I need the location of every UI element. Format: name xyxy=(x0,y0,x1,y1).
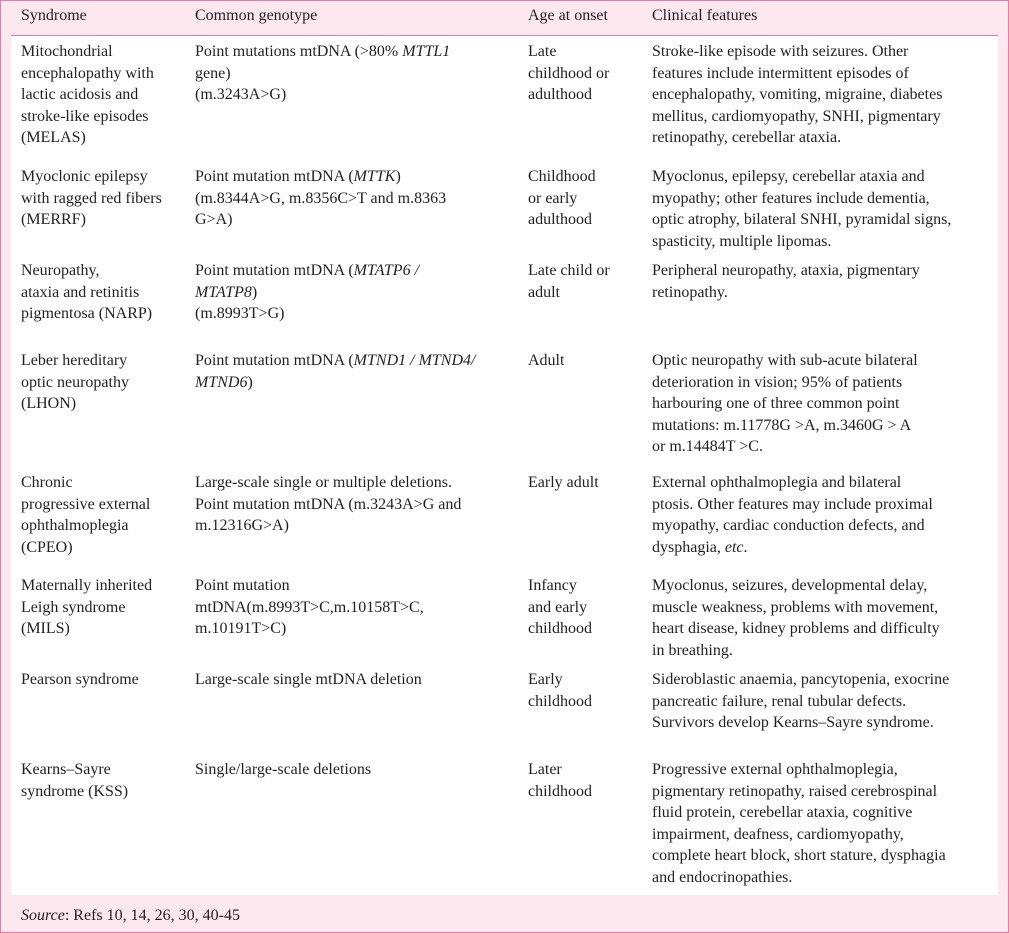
header-genotype: Common genotype xyxy=(195,7,318,24)
row-merrf-genotype: Point mutation mtDNA (MTTK) (m.8344A>G, m.8356C>T and m.8363 G>A) xyxy=(195,168,447,229)
row-lhon-genotype: Point mutation mtDNA (MTND1 / MTND4/ MTND6) xyxy=(195,352,476,391)
row-pearson-features: Sideroblastic anaemia, pancytopenia, exocrine pancreatic failure, renal tubular defects. Survivors develop Kearns–Sayre syndrome. xyxy=(652,671,950,732)
row-cpeo-onset: Early adult xyxy=(528,474,599,491)
header-syndrome: Syndrome xyxy=(21,7,87,24)
row-kss-genotype: Single/large-scale deletions xyxy=(195,761,372,778)
header-features: Clinical features xyxy=(652,7,758,24)
row-melas-features: Stroke-like episode with seizures. Other features include intermittent episodes of encephalopathy, vomiting, migraine, diabetes mellitus, cardiomyopathy, SNHI, pigmentary retinopathy, cerebellar ataxia. xyxy=(652,43,943,147)
row-narp-features: Peripheral neuropathy, ataxia, pigmentary retinopathy. xyxy=(652,262,920,301)
row-mils-genotype: Point mutation mtDNA(m.8993T>C,m.10158T>C, m.10191T>C) xyxy=(195,577,424,638)
row-cpeo-syndrome: Chronic progressive external ophthalmoplegia (CPEO) xyxy=(21,474,151,556)
row-merrf-features: Myoclonus, epilepsy, cerebellar ataxia and myopathy; other features include dementia, optic atrophy, bilateral SNHI, pyramidal signs, spasticity, multiple lipomas. xyxy=(652,168,952,250)
row-kss-syndrome: Kearns–Sayre syndrome (KSS) xyxy=(21,761,129,800)
row-lhon-onset: Adult xyxy=(528,352,565,369)
row-melas-onset: Late childhood or adulthood xyxy=(528,43,610,104)
row-cpeo-features: External ophthalmoplegia and bilateral ptosis. Other features may include proximal myopathy, cardiac conduction defects, and dysphagia, etc. xyxy=(652,474,933,556)
row-melas-genotype: Point mutations mtDNA (>80% MTTL1 gene) (m.3243A>G) xyxy=(195,43,451,104)
row-pearson-syndrome: Pearson syndrome xyxy=(21,671,139,688)
row-mils-syndrome: Maternally inherited Leigh syndrome (MILS) xyxy=(21,577,153,638)
source-label: Source xyxy=(21,907,65,924)
table-source-note xyxy=(21,906,240,926)
row-mils-onset: Infancy and early childhood xyxy=(528,577,592,638)
row-lhon-syndrome: Leber hereditary optic neuropathy (LHON) xyxy=(21,352,129,413)
row-narp-onset: Late child or adult xyxy=(528,262,610,301)
row-pearson-onset: Early childhood xyxy=(528,671,592,710)
row-merrf-onset: Childhood or early adulthood xyxy=(528,168,596,229)
row-mils-features: Myoclonus, seizures, developmental delay, muscle weakness, problems with movement, heart disease, kidney problems and difficulty in breathing. xyxy=(652,577,940,659)
row-cpeo-genotype: Large-scale single or multiple deletions. Point mutation mtDNA (m.3243A>G and m.12316G>A) xyxy=(195,474,462,535)
source-refs: : Refs 10, 14, 26, 30, 40-45 xyxy=(64,907,240,924)
row-melas-syndrome: Mitochondrial encephalopathy with lactic acidosis and stroke-like episodes (MELAS) xyxy=(21,43,154,147)
row-kss-onset: Later childhood xyxy=(528,761,592,800)
row-pearson-genotype: Large-scale single mtDNA deletion xyxy=(195,671,422,688)
row-merrf-syndrome: Myoclonic epilepsy with ragged red fibers (MERRF) xyxy=(21,168,162,229)
row-narp-genotype: Point mutation mtDNA (MTATP6 / MTATP8) (m.8993T>G) xyxy=(195,262,420,323)
row-lhon-features: Optic neuropathy with sub-acute bilateral deterioration in vision; 95% of patients harbouring one of three common point mutations: m.11778G >A, m.3460G > A or m.14484T >C. xyxy=(652,352,918,456)
header-onset: Age at onset xyxy=(528,7,608,24)
row-narp-syndrome: Neuropathy, ataxia and retinitis pigmentosa (NARP) xyxy=(21,262,153,323)
row-kss-features: Progressive external ophthalmoplegia, pigmentary retinopathy, raised cerebrospinal fluid protein, cerebellar ataxia, cognitive impairment, deafness, cardiomyopathy, complete heart block, short stature, dysphagia and endocrinopathies. xyxy=(652,761,946,886)
